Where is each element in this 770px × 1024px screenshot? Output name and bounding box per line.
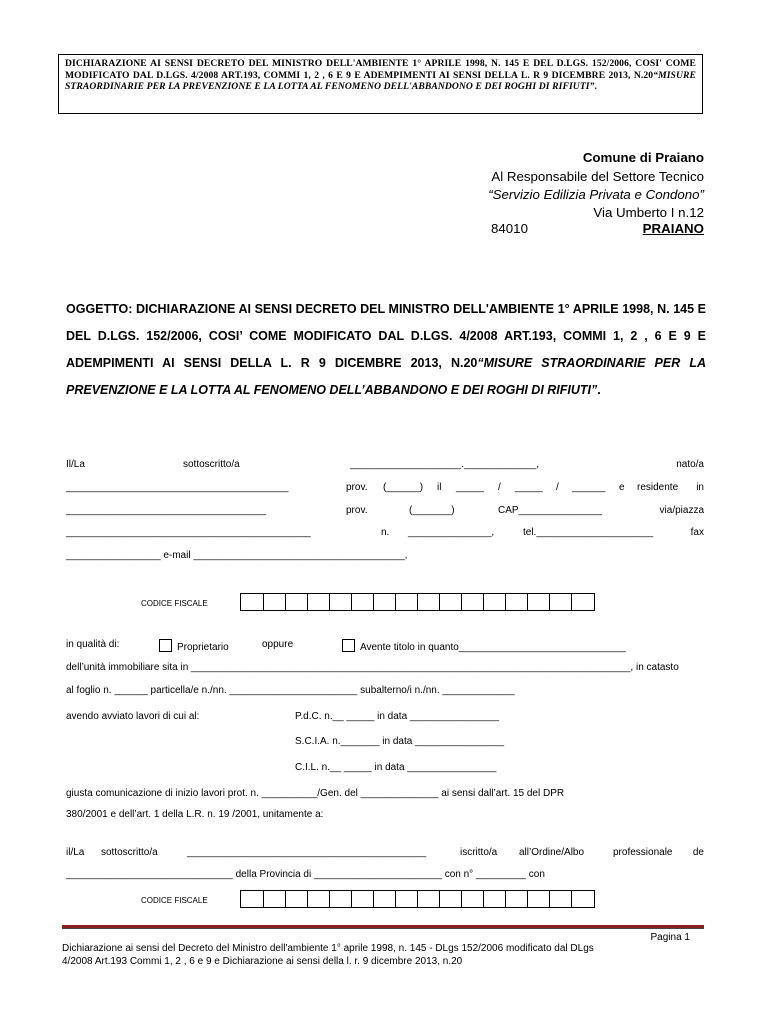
cf-cell[interactable] bbox=[395, 594, 417, 610]
label-in-qualita: in qualità di: bbox=[66, 639, 120, 650]
label-prov-2: prov. bbox=[346, 505, 368, 516]
pdc-line[interactable]: P.d.C. n.__ _____ in data ________________ bbox=[295, 711, 499, 722]
name-field[interactable]: ____________________._____________, bbox=[350, 459, 540, 470]
addressee-line1: Comune di Praiano bbox=[582, 150, 704, 165]
cf-cell[interactable] bbox=[461, 594, 483, 610]
option-proprietario[interactable] bbox=[159, 639, 229, 653]
codice-fiscale-label-1: CODICE FISCALE bbox=[141, 599, 208, 608]
header-text: DICHIARAZIONE AI SENSI DECRETO DEL MINISTRO DELL'AMBIENTE 1° APRILE 1998, N. 145 E DEL D.LGS. 152/2006, COSI' COME MODIFICATO DAL D.LGS. 4/2008 ART.193, COMMI 1, 2 , 6 E 9 E ADEMPIMENTI AI SENSI DELLA L. R 9 DICEMBRE 2013, N.20 bbox=[65, 58, 696, 81]
footer-text bbox=[62, 943, 712, 968]
codice-fiscale-grid-2[interactable] bbox=[240, 890, 595, 908]
cf-cell[interactable] bbox=[483, 891, 505, 907]
label-ordine-albo: all’Ordine/Albo bbox=[519, 847, 585, 858]
cf-cell[interactable] bbox=[439, 891, 461, 907]
codice-fiscale-grid-1[interactable] bbox=[240, 593, 595, 611]
footer-line2: 4/2008 Art.193 Commi 1, 2 , 6 e 9 e Dichiarazione ai sensi della l. r. 9 dicembre 2013, n.20 bbox=[62, 955, 463, 967]
cf-cell[interactable] bbox=[461, 891, 483, 907]
cf-cell[interactable] bbox=[241, 594, 263, 610]
label-iscritto: iscritto/a bbox=[460, 847, 498, 858]
oggetto-paragraph bbox=[66, 296, 706, 404]
cf-cell[interactable] bbox=[329, 594, 351, 610]
birth-year-field[interactable]: ______ bbox=[572, 482, 606, 493]
professional-name-field[interactable]: ___________________________________________ bbox=[187, 847, 427, 858]
cf-cell[interactable] bbox=[329, 891, 351, 907]
birth-day-field[interactable]: _____ bbox=[456, 482, 484, 493]
codice-fiscale-label-2: CODICE FISCALE bbox=[141, 896, 208, 905]
cf-cell[interactable] bbox=[549, 594, 571, 610]
label-oppure: oppure bbox=[262, 639, 294, 650]
cf-cell[interactable] bbox=[351, 594, 373, 610]
cf-cell[interactable] bbox=[571, 594, 593, 610]
addressee-cap: 84010 bbox=[491, 221, 528, 236]
label-fax: fax bbox=[690, 527, 704, 538]
birth-month-field[interactable]: _____ bbox=[515, 482, 543, 493]
cf-cell[interactable] bbox=[549, 891, 571, 907]
label-il-la-2: il/La bbox=[66, 847, 85, 858]
scia-line[interactable]: S.C.I.A. n._______ in data ________________ bbox=[295, 736, 505, 747]
cf-cell[interactable] bbox=[483, 594, 505, 610]
dpr-line: 380/2001 e dell’art. 1 della L.R. n. 19 /2001, unitamente a: bbox=[66, 809, 324, 820]
avente-titolo-checkbox[interactable] bbox=[342, 639, 355, 652]
cf-cell[interactable] bbox=[285, 891, 307, 907]
label-de: de bbox=[692, 847, 704, 858]
cf-cell[interactable] bbox=[351, 891, 373, 907]
giusta-comunicazione-line[interactable]: giusta comunicazione di inizio lavori prot. n. __________/Gen. del ______________ ai sensi dall’art. 15 del DPR bbox=[66, 788, 565, 799]
header-end: . bbox=[594, 81, 598, 92]
addressee-city: PRAIANO bbox=[642, 221, 704, 236]
cf-cell[interactable] bbox=[263, 594, 285, 610]
label-e: e bbox=[619, 482, 625, 493]
cf-cell[interactable] bbox=[505, 891, 527, 907]
cf-cell[interactable] bbox=[571, 891, 593, 907]
cf-cell[interactable] bbox=[373, 891, 395, 907]
tel-field[interactable]: tel._____________________ bbox=[523, 527, 654, 538]
addressee-line4: Via Umberto I n.12 bbox=[593, 205, 704, 220]
header-italic-text: “MISURE STRAORDINARIE PER LA PREVENZIONE E LA LOTTA AL FENOMENO DELL'ABBANDONO E DEI ROGHI DI RIFIUTI” bbox=[65, 69, 696, 92]
residence-field[interactable]: ____________________________________ bbox=[66, 505, 267, 516]
label-via-piazza: via/piazza bbox=[659, 505, 704, 516]
addressee-line2: Al Responsabile del Settore Tecnico bbox=[491, 169, 704, 184]
label-il: il bbox=[437, 482, 442, 493]
cf-cell[interactable] bbox=[395, 891, 417, 907]
footer-rule-thin bbox=[62, 928, 704, 929]
birth-prov-field[interactable]: (______) bbox=[383, 482, 424, 493]
unita-immobiliare-line[interactable]: dell’unità immobiliare sita in _______________________________________________________________________________, in catasto bbox=[66, 662, 679, 673]
birthplace-field[interactable]: ________________________________________ bbox=[66, 482, 289, 493]
option-avente-titolo[interactable] bbox=[342, 639, 626, 653]
cf-cell[interactable] bbox=[263, 891, 285, 907]
header-box bbox=[58, 54, 703, 114]
oggetto-end: . bbox=[597, 383, 601, 397]
label-il-la: Il/La bbox=[66, 459, 85, 470]
avente-titolo-label: Avente titolo in quanto______________________________ bbox=[360, 642, 626, 653]
proprietario-label: Proprietario bbox=[177, 642, 229, 653]
label-professionale: professionale bbox=[613, 847, 673, 858]
label-sottoscritto-2: sottoscritto/a bbox=[101, 847, 158, 858]
label-in: in bbox=[696, 482, 704, 493]
date-sep-2: / bbox=[556, 482, 559, 493]
oggetto-text: OGGETTO: DICHIARAZIONE AI SENSI DECRETO DEL MINISTRO DELL'AMBIENTE 1° APRILE 1998, N. 145 E DEL D.LGS. 152/2006, COSI’ COME MODIFICATO DAL D.LGS. 4/2008 ART.193, COMMI 1, 2 , 6 E 9 E ADEMPIMENTI AI SENSI DELLA L. R 9 DICEMBRE 2013, N.20 bbox=[66, 302, 706, 370]
cf-cell[interactable] bbox=[285, 594, 307, 610]
cf-cell[interactable] bbox=[241, 891, 263, 907]
street-field[interactable]: ____________________________________________ bbox=[66, 527, 311, 538]
cap-field[interactable]: CAP_______________ bbox=[498, 505, 602, 516]
cf-cell[interactable] bbox=[505, 594, 527, 610]
page-number: Pagina 1 bbox=[650, 932, 690, 943]
cf-cell[interactable] bbox=[417, 594, 439, 610]
label-lavori: avendo avviato lavori di cui al: bbox=[66, 711, 200, 722]
cf-cell[interactable] bbox=[373, 594, 395, 610]
label-prov: prov. bbox=[346, 482, 368, 493]
residence-prov-field[interactable]: (_______) bbox=[409, 505, 455, 516]
addressee-line3: “Servizio Edilizia Privata e Condono” bbox=[488, 187, 704, 202]
cf-cell[interactable] bbox=[307, 891, 329, 907]
cf-cell[interactable] bbox=[307, 594, 329, 610]
foglio-line[interactable]: al foglio n. ______ particella/e n./nn. _______________________ subalterno/i n./nn. _____________ bbox=[66, 685, 515, 696]
label-n: n. bbox=[381, 527, 390, 538]
cil-line[interactable]: C.I.L. n.__ _____ in data ________________ bbox=[295, 762, 497, 773]
provincia-line[interactable]: ______________________________ della Provincia di _______________________ con n° _________ con bbox=[66, 869, 545, 880]
label-sottoscritto: sottoscritto/a bbox=[183, 459, 240, 470]
date-sep-1: / bbox=[498, 482, 501, 493]
oggetto-italic-text: “MISURE STRAORDINARIE PER LA PREVENZIONE E LA LOTTA AL FENOMENO DELL’ABBANDONO E DEI ROGHI DI RIFIUTI” bbox=[66, 356, 706, 397]
cf-cell[interactable] bbox=[527, 891, 549, 907]
proprietario-checkbox[interactable] bbox=[159, 639, 172, 652]
label-residente: residente bbox=[637, 482, 679, 493]
street-number-field[interactable]: _______________, bbox=[408, 527, 495, 538]
label-nato: nato/a bbox=[676, 459, 704, 470]
cf-cell[interactable] bbox=[527, 594, 549, 610]
footer-line1: Dichiarazione ai sensi del Decreto del Ministro dell'ambiente 1° aprile 1998, n. 145 - DLgs 152/2006 modificato dal DLgs bbox=[62, 943, 594, 954]
cf-cell[interactable] bbox=[417, 891, 439, 907]
cf-cell[interactable] bbox=[439, 594, 461, 610]
fax-email-field[interactable]: _________________ e-mail ______________________________________, bbox=[66, 550, 408, 561]
